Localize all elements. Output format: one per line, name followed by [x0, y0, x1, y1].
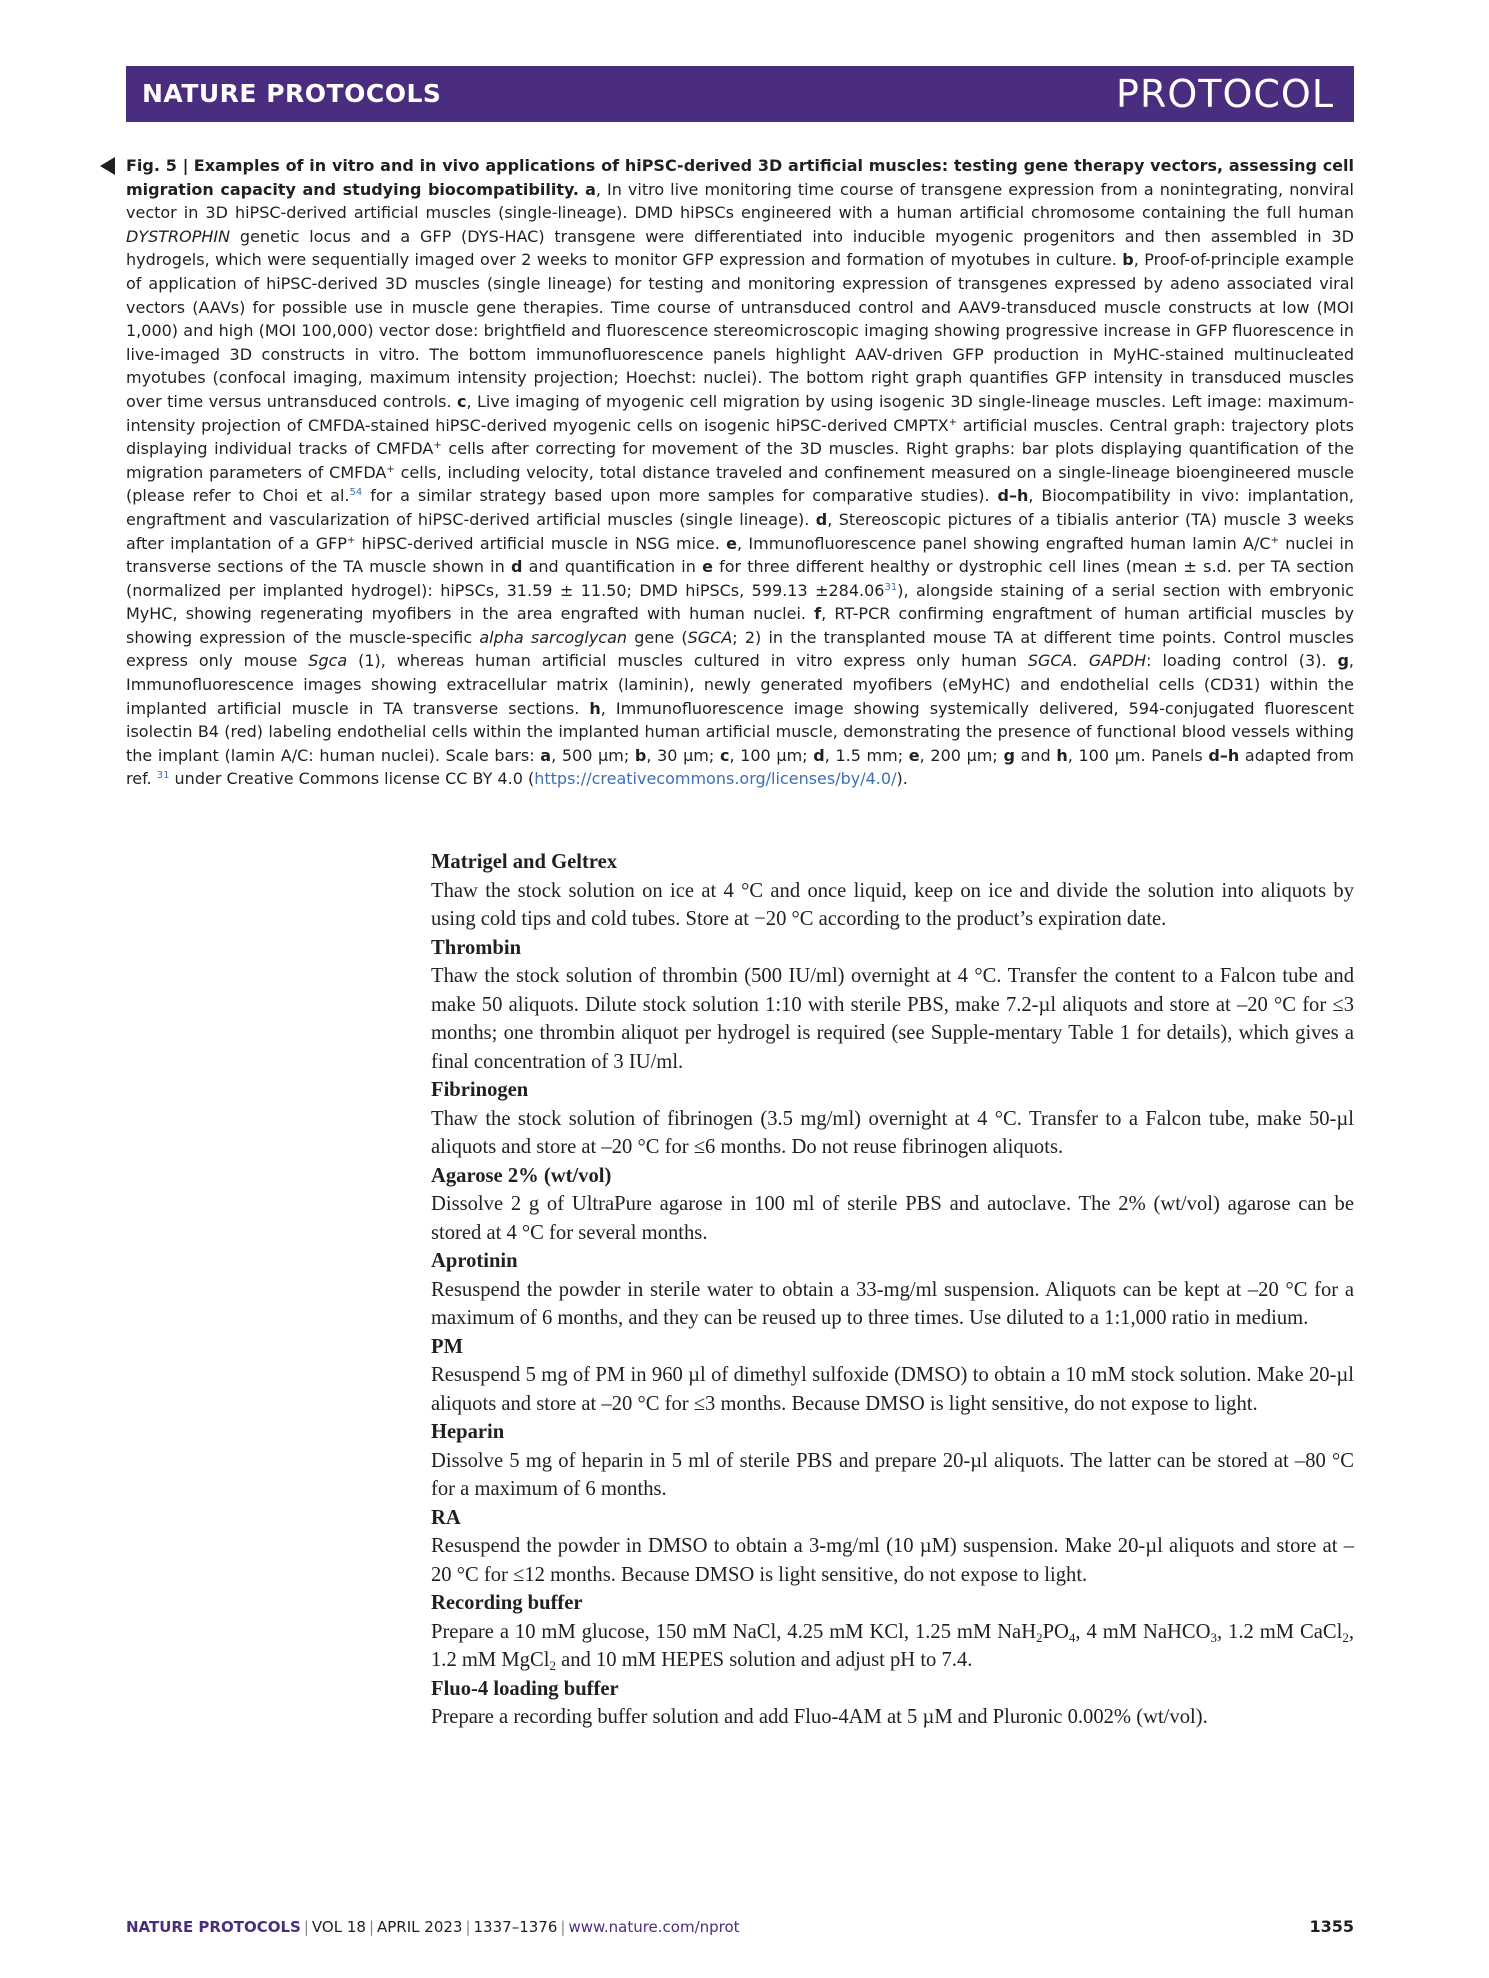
fig-label: Fig. 5 | [126, 156, 189, 175]
section-heading: Recording buffer [431, 1592, 583, 1614]
page-number: 1355 [1309, 1917, 1354, 1936]
figure-caption: Fig. 5 | Examples of in vitro and in vivo applications of hiPSC-derived 3D artificial muscles: testing gene therapy vectors, assessing cell migration capacity and studying biocompatibility. a, In vitro live monitoring time course of transgene expression from a nonintegrating, nonviral vector in 3D hiPSC-derived artificial muscles (single-lineage). DMD hiPSCs engineered with a human artificial chromosome containing the full human DYSTROPHIN genetic locus and a GFP (DYS-HAC) transgene were differentiated into inducible myogenic progenitors and then assembled in 3D hydrogels, which were sequentially imaged over 2 weeks to monitor GFP expression and formation of myotubes in culture. b, Proof-of-principle example of application of hiPSC-derived 3D muscles (single lineage) for testing and monitoring expression of transgenes expressed by adeno associated viral vectors (AAVs) for possible use in muscle gene therapies. Time course of untransduced control and AAV9-transduced muscle constructs at low (MOI 1,000) and high (MOI 100,000) vector dose: brightfield and fluorescence stereomicroscopic imaging showing progressive increase in GFP fluorescence in live-imaged 3D constructs in vitro. The bottom immunofluorescence panels highlight AAV-driven GFP production in MyHC-stained multinucleated myotubes (confocal imaging, maximum intensity projection; Hoechst: nuclei). The bottom right graph quantifies GFP intensity in transduced muscles over time versus untransduced controls. c, Live imaging of myogenic cell migration by using isogenic 3D single-lineage muscles. Left image: maximum-intensity projection of CMFDA-stained hiPSC-derived myogenic cells on isogenic hiPSC-derived CMPTX+ artificial muscles. Central graph: trajectory plots displaying individual tracks of CMFDA+ cells after correcting for movement of the 3D muscles. Right graphs: bar plots displaying quantification of the migration parameters of CMFDA+ cells, including velocity, total distance traveled and confinement measured on a single-lineage bioengineered muscle (please refer to Choi et al.$^{54}$ for a similar strategy based upon more samples for comparative studies). d–h, Biocompatibility in vivo: implantation, engraftment and vascularization of hiPSC-derived artificial muscles (single lineage). d, Stereoscopic pictures of a tibialis anterior (TA) muscle 3 weeks after implantation of a GFP+ hiPSC-derived artificial muscle in NSG mice. e, Immunofluorescence panel showing engrafted human lamin A/C+ nuclei in transverse sections of the TA muscle shown in d and quantification in e for three different healthy or dystrophic cell lines (mean ± s.d. per TA section (normalized per implanted hydrogel): hiPSCs, 31.59 ± 11.50; DMD hiPSCs, 599.13 ±284.06$^{31}$), alongside staining of a serial section with embryonic MyHC, showing regenerating myofibers in the area engrafted with human nuclei. f, RT-PCR confirming engraftment of human artificial muscles by showing expression of the muscle-specific alpha sarcoglycan gene (SGCA; 2) in the transplanted mouse TA at different time points. Control muscles express only mouse Sgca (1), whereas human artificial muscles cultured in vitro express only human SGCA. GAPDH: loading control (3). g, Immunofluorescence images showing extracellular matrix (laminin), newly generated myofibers (eMyHC) and endothelial cells (CD31) within the implanted artificial muscle in TA transverse sections. h, Immunofluorescence image showing systemically delivered, 594-conjugated fluorescent isolectin B4 (red) labeling endothelial cells within the implanted human artificial muscle, demonstrating the presence of functional blood vessels withing the implant (lamin A/C: human nuclei). Scale bars: a, 500 µm; b, 30 µm; c, 100 µm; d, 1.5 mm; e, 200 µm; g and h, 100 µm. Panels d–h adapted from ref. $^{31}$ under Creative Commons license CC BY 4.0 (https://creativecommons.org/licenses/by/4.0/). [126, 156, 1355, 789]
page-footer: NATURE PROTOCOLS | VOL 18 | APRIL 2023 | 1337–1376 | www.nature.com/nprot [126, 1918, 740, 1936]
section-matrigel [431, 848, 1354, 934]
footer-date: APRIL 2023 [377, 1918, 463, 1936]
section-agarose [431, 1162, 1354, 1248]
section-aprotinin [431, 1247, 1354, 1333]
section-heading: Aprotinin [431, 1250, 518, 1272]
section-text: Dissolve 5 mg of heparin in 5 ml of sterile PBS and prepare 20-µl aliquots. The latter can be stored at –80 °C for a maximum of 6 months. [431, 1449, 1354, 1500]
section-text: Thaw the stock solution on ice at 4 °C and once liquid, keep on ice and divide the solution into aliquots by using cold tips and cold tubes. Store at −20 °C according to the product’s expiration date. [431, 879, 1354, 930]
section-heading: Fluo-4 loading buffer [431, 1677, 619, 1700]
reference-link-31-b[interactable]: 31 [156, 770, 170, 782]
footer-journal: NATURE PROTOCOLS [126, 1918, 301, 1936]
article-type: PROTOCOL [1116, 72, 1334, 116]
section-heading: RA [431, 1506, 461, 1529]
section-text: Dissolve 2 g of UltraPure agarose in 100 ml of sterile PBS and autoclave. The 2% (wt/vol) agarose can be stored at 4 °C for several months. [431, 1193, 1354, 1244]
footer-volume: VOL 18 [311, 1918, 366, 1936]
caption-title: Examples of in vitro and in vivo applications of hiPSC-derived 3D artificial muscles: testing gene therapy vectors, assessing cell migration capacity and studying biocompatibility. [126, 156, 1355, 199]
section-heading: Matrigel and Geltrex [431, 851, 618, 873]
section-text: Resuspend the powder in DMSO to obtain a 3-mg/ml (10 µM) suspension. Make 20-µl aliquots and store at –20 °C for ≤12 months. Because DMSO is light sensitive, do not expose to light. [431, 1535, 1354, 1586]
section-text: Prepare a 10 mM glucose, 150 mM NaCl, 4.25 mM KCl, 1.25 mM $NaH_2PO_4$, 4 mM NaHCO$_3$, 1.2 mM CaCl$_2$, 1.2 mM MgCl$_2$ and 10 mM HEPES solution and adjust pH to 7.4. [431, 1620, 1354, 1673]
section-heading: Thrombin [431, 936, 522, 959]
section-fluo4 [431, 1675, 1354, 1732]
section-text: Thaw the stock solution of thrombin (500 IU/ml) overnight at 4 °C. Transfer the content to a Falcon tube and make 50 aliquots. Dilute stock solution 1:10 with sterile PBS, make 7.2-µl aliquots and store at –20 °C for ≤3 months; one thrombin aliquot per hydrogel is required (see Supple-mentary Table 1 for details), which gives a final concentration of 3 IU/ml. [431, 965, 1354, 1073]
section-ra [431, 1504, 1354, 1590]
section-text: Resuspend the powder in sterile water to obtain a 33-mg/ml suspension. Aliquots can be kept at –20 °C for a maximum of 6 months, and they can be reused up to three times. Use diluted to a 1:1,000 ratio in medium. [431, 1278, 1354, 1329]
caption-arrow-icon [100, 157, 115, 175]
section-fibrinogen [431, 1076, 1354, 1162]
footer-url-link[interactable]: www.nature.com/nprot [568, 1918, 740, 1936]
section-heading: Fibrinogen [431, 1079, 529, 1101]
license-link[interactable]: https://creativecommons.org/licenses/by/4.0/ [534, 769, 897, 789]
section-text: Thaw the stock solution of fibrinogen (3.5 mg/ml) overnight at 4 °C. Transfer to a Falcon tube, make 50-µl aliquots and store at –20 °C for ≤6 months. Do not reuse fibrinogen aliquots. [431, 1107, 1354, 1158]
section-pm [431, 1333, 1354, 1419]
reference-link-54[interactable]: 54 [349, 487, 363, 499]
journal-name: NATURE PROTOCOLS [142, 79, 442, 108]
footer-pages: 1337–1376 [473, 1918, 558, 1936]
section-recording-buffer [431, 1589, 1354, 1675]
section-heading: Agarose 2% (wt/vol) [431, 1164, 612, 1187]
section-heparin [431, 1418, 1354, 1504]
section-heading: Heparin [431, 1421, 505, 1443]
journal-header-bar [126, 66, 1354, 122]
section-text: Resuspend 5 mg of PM in 960 µl of dimethyl sulfoxide (DMSO) to obtain a 10 mM stock solution. Make 20-µl aliquots and store at –20 °C for ≤3 months. Because DMSO is light sensitive, do not expose to light. [431, 1364, 1354, 1415]
section-thrombin [431, 934, 1354, 1077]
reference-link-31[interactable]: 31 [884, 581, 898, 593]
section-text: Prepare a recording buffer solution and add Fluo-4AM at 5 µM and Pluronic 0.002% (wt/vol). [431, 1706, 1208, 1728]
reagent-setup-body [431, 848, 1354, 1732]
section-heading: PM [431, 1335, 464, 1358]
